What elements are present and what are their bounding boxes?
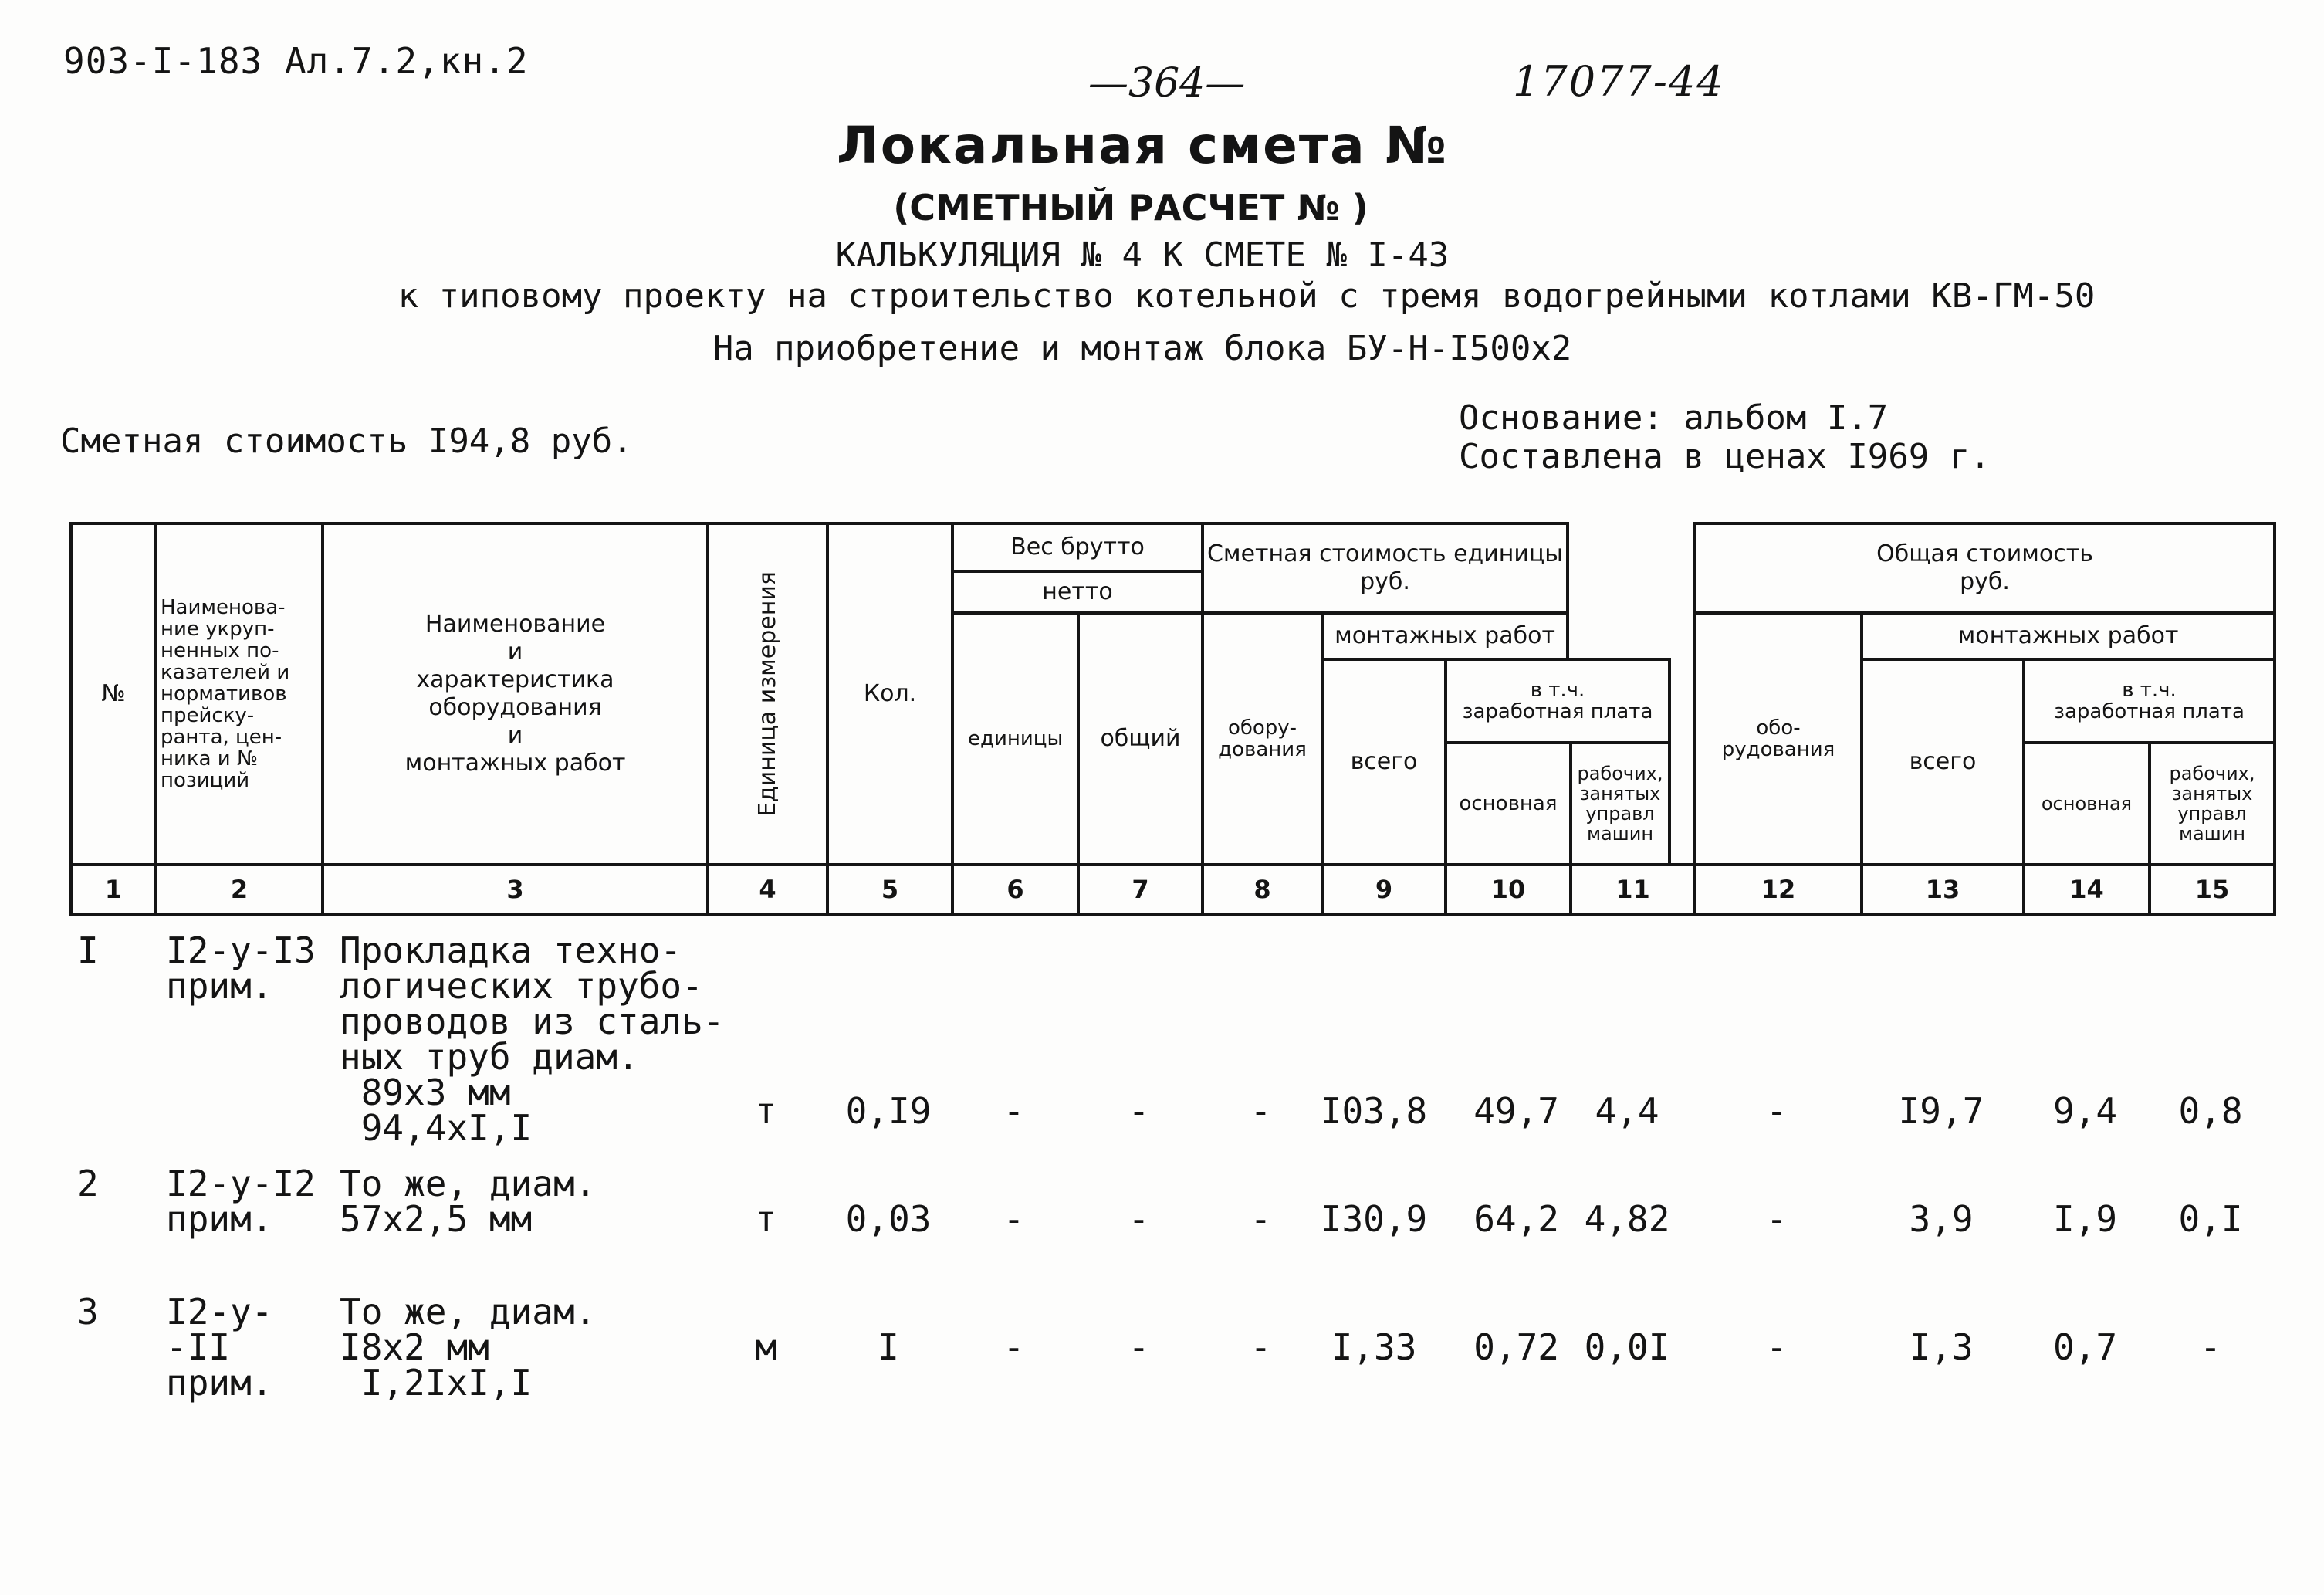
col-total-equipment-header: обо- рудования <box>1693 611 1863 866</box>
total-cost-group-header: Общая стоимость руб. <box>1693 522 2276 615</box>
col-index-9: 9 <box>1321 863 1447 916</box>
row-quantity: 0,03 <box>845 1198 932 1240</box>
weight-group-header-net: нетто <box>951 570 1204 615</box>
document-subtitle: (СМЕТНЫЙ РАСЧЕТ № ) <box>893 187 1368 229</box>
col-weight-total-header: общий <box>1077 611 1204 866</box>
row-wage-machine: 4,82 <box>1584 1198 1670 1240</box>
col-index-10: 10 <box>1444 863 1572 916</box>
col-index-5: 5 <box>826 863 954 916</box>
col-index-7: 7 <box>1077 863 1204 916</box>
row-weight-unit: - <box>1003 1090 1025 1132</box>
row-total-installation: I,3 <box>1909 1326 1974 1368</box>
row-weight-unit: - <box>1003 1326 1025 1368</box>
row-installation-total: I,33 <box>1331 1326 1417 1368</box>
row-installation-total: I30,9 <box>1320 1198 1428 1240</box>
row-total-wage-main: 0,7 <box>2052 1326 2118 1368</box>
row-equipment-cost: - <box>1250 1326 1272 1368</box>
col-index-6: 6 <box>951 863 1080 916</box>
estimate-cost: Сметная стоимость I94,8 руб. <box>60 422 633 461</box>
row-total-equipment: - <box>1766 1198 1788 1240</box>
prices-line: Составлена в ценах I969 г. <box>1459 437 1991 476</box>
row-weight-total: - <box>1128 1326 1150 1368</box>
row-unit: м <box>755 1326 777 1368</box>
row-quantity: 0,I9 <box>845 1090 932 1132</box>
row-unit: т <box>755 1090 777 1132</box>
document-code: 903-I-183 Ал.7.2,кн.2 <box>63 40 529 82</box>
weight-group-header-gross: Вес брутто <box>951 522 1204 573</box>
col-total-wage-main-header: основная <box>2022 741 2151 866</box>
col-index-2: 2 <box>154 863 324 916</box>
acquisition-line: На приобретение и монтаж блока БУ-Н-I500х2 <box>712 329 1572 368</box>
col-wage-machine-header: рабочих, занятых управл машин <box>1569 741 1671 866</box>
row-equipment-cost: - <box>1250 1090 1272 1132</box>
row-wage-machine: 0,0I <box>1584 1326 1670 1368</box>
row-name: 94,4хI,I <box>340 1107 533 1149</box>
row-name: 57х2,5 мм <box>340 1198 533 1240</box>
col-unit-header: Единица измерения <box>706 522 829 866</box>
col-index-12: 12 <box>1693 863 1863 916</box>
row-total-wage-main: 9,4 <box>2052 1090 2118 1132</box>
col-code-header: Наименова- ние укруп- ненных по- казателей и нормативов прейску- ранта, цен- ника и № позиций <box>154 522 324 866</box>
row-quantity: I <box>878 1326 899 1368</box>
project-line: к типовому проекту на строительство котельной с тремя водогрейными котлами КВ-ГМ-50 <box>397 276 2096 316</box>
col-index-8: 8 <box>1201 863 1324 916</box>
row-total-wage-main: I,9 <box>2052 1198 2118 1240</box>
row-name: ных труб диам. <box>340 1036 639 1078</box>
col-index-1: 1 <box>69 863 157 916</box>
row-weight-total: - <box>1128 1090 1150 1132</box>
col-total-wage-machine-header: рабочих, занятых управл машин <box>2148 741 2276 866</box>
row-total-equipment: - <box>1766 1326 1788 1368</box>
row-wage-main: 49,7 <box>1473 1090 1559 1132</box>
row-number: 2 <box>77 1163 99 1204</box>
document-registration-number: 17077-44 <box>1513 57 1725 106</box>
calculation-line: КАЛЬКУЛЯЦИЯ № 4 К СМЕТЕ № I-43 <box>835 235 1450 275</box>
row-number: 3 <box>77 1291 99 1333</box>
row-equipment-cost: - <box>1250 1198 1272 1240</box>
row-code: I2-у-I2 <box>166 1163 316 1204</box>
row-name: проводов из сталь- <box>340 1001 725 1042</box>
col-wage-main-header: основная <box>1444 741 1572 866</box>
col-index-4: 4 <box>706 863 829 916</box>
col-name-header: Наименование и характеристика оборудования и монтажных работ <box>321 522 709 866</box>
row-name: То же, диам. <box>340 1163 597 1204</box>
row-name: I8х2 мм <box>340 1326 489 1368</box>
row-code: прим. <box>166 1198 273 1240</box>
row-code: I2-у-I3 <box>166 930 316 971</box>
col-number-header: № <box>69 522 157 866</box>
row-weight-unit: - <box>1003 1198 1025 1240</box>
wage-group-header: в т.ч. заработная плата <box>1444 658 1671 744</box>
installation-group-header-2: монтажных работ <box>1860 611 2276 661</box>
row-name: логических трубо- <box>340 965 703 1007</box>
row-total-equipment: - <box>1766 1090 1788 1132</box>
basis-line: Основание: альбом I.7 <box>1459 398 1889 438</box>
row-total-installation: 3,9 <box>1909 1198 1974 1240</box>
document-title: Локальная смета № <box>836 116 1449 175</box>
col-weight-unit-header: единицы <box>951 611 1080 866</box>
col-index-14: 14 <box>2022 863 2151 916</box>
row-code: I2-у- <box>166 1291 273 1333</box>
row-wage-main: 0,72 <box>1473 1326 1559 1368</box>
row-installation-total: I03,8 <box>1320 1090 1428 1132</box>
col-index-3: 3 <box>321 863 709 916</box>
row-code: -II <box>166 1326 231 1368</box>
row-total-wage-machine: 0,I <box>2178 1198 2243 1240</box>
col-index-13: 13 <box>1860 863 2025 916</box>
col-index-11: 11 <box>1569 863 1696 916</box>
wage-group-header-2: в т.ч. заработная плата <box>2022 658 2276 744</box>
row-name: Прокладка техно- <box>340 930 682 971</box>
col-installation-total-header: всего <box>1321 658 1447 866</box>
col-qty-header: Кол. <box>826 522 954 866</box>
row-name: То же, диам. <box>340 1291 597 1333</box>
row-number: I <box>77 930 99 971</box>
row-name: I,2IхI,I <box>340 1362 533 1404</box>
col-index-15: 15 <box>2148 863 2276 916</box>
row-total-wage-machine: 0,8 <box>2178 1090 2243 1132</box>
row-code: прим. <box>166 1362 273 1404</box>
row-total-installation: I9,7 <box>1898 1090 1984 1132</box>
col-equipment-header: обору- дования <box>1201 611 1324 866</box>
installation-group-header: монтажных работ <box>1321 611 1569 661</box>
row-weight-total: - <box>1128 1198 1150 1240</box>
row-wage-main: 64,2 <box>1473 1198 1559 1240</box>
row-name: 89х3 мм <box>340 1072 511 1113</box>
row-wage-machine: 4,4 <box>1595 1090 1659 1132</box>
page-number: —364— <box>1088 60 1246 107</box>
col-total-installation-header: всего <box>1860 658 2025 866</box>
row-unit: т <box>755 1198 777 1240</box>
unit-cost-group-header: Сметная стоимость единицы руб. <box>1201 522 1569 615</box>
row-total-wage-machine: - <box>2200 1326 2221 1368</box>
row-code: прим. <box>166 965 273 1007</box>
